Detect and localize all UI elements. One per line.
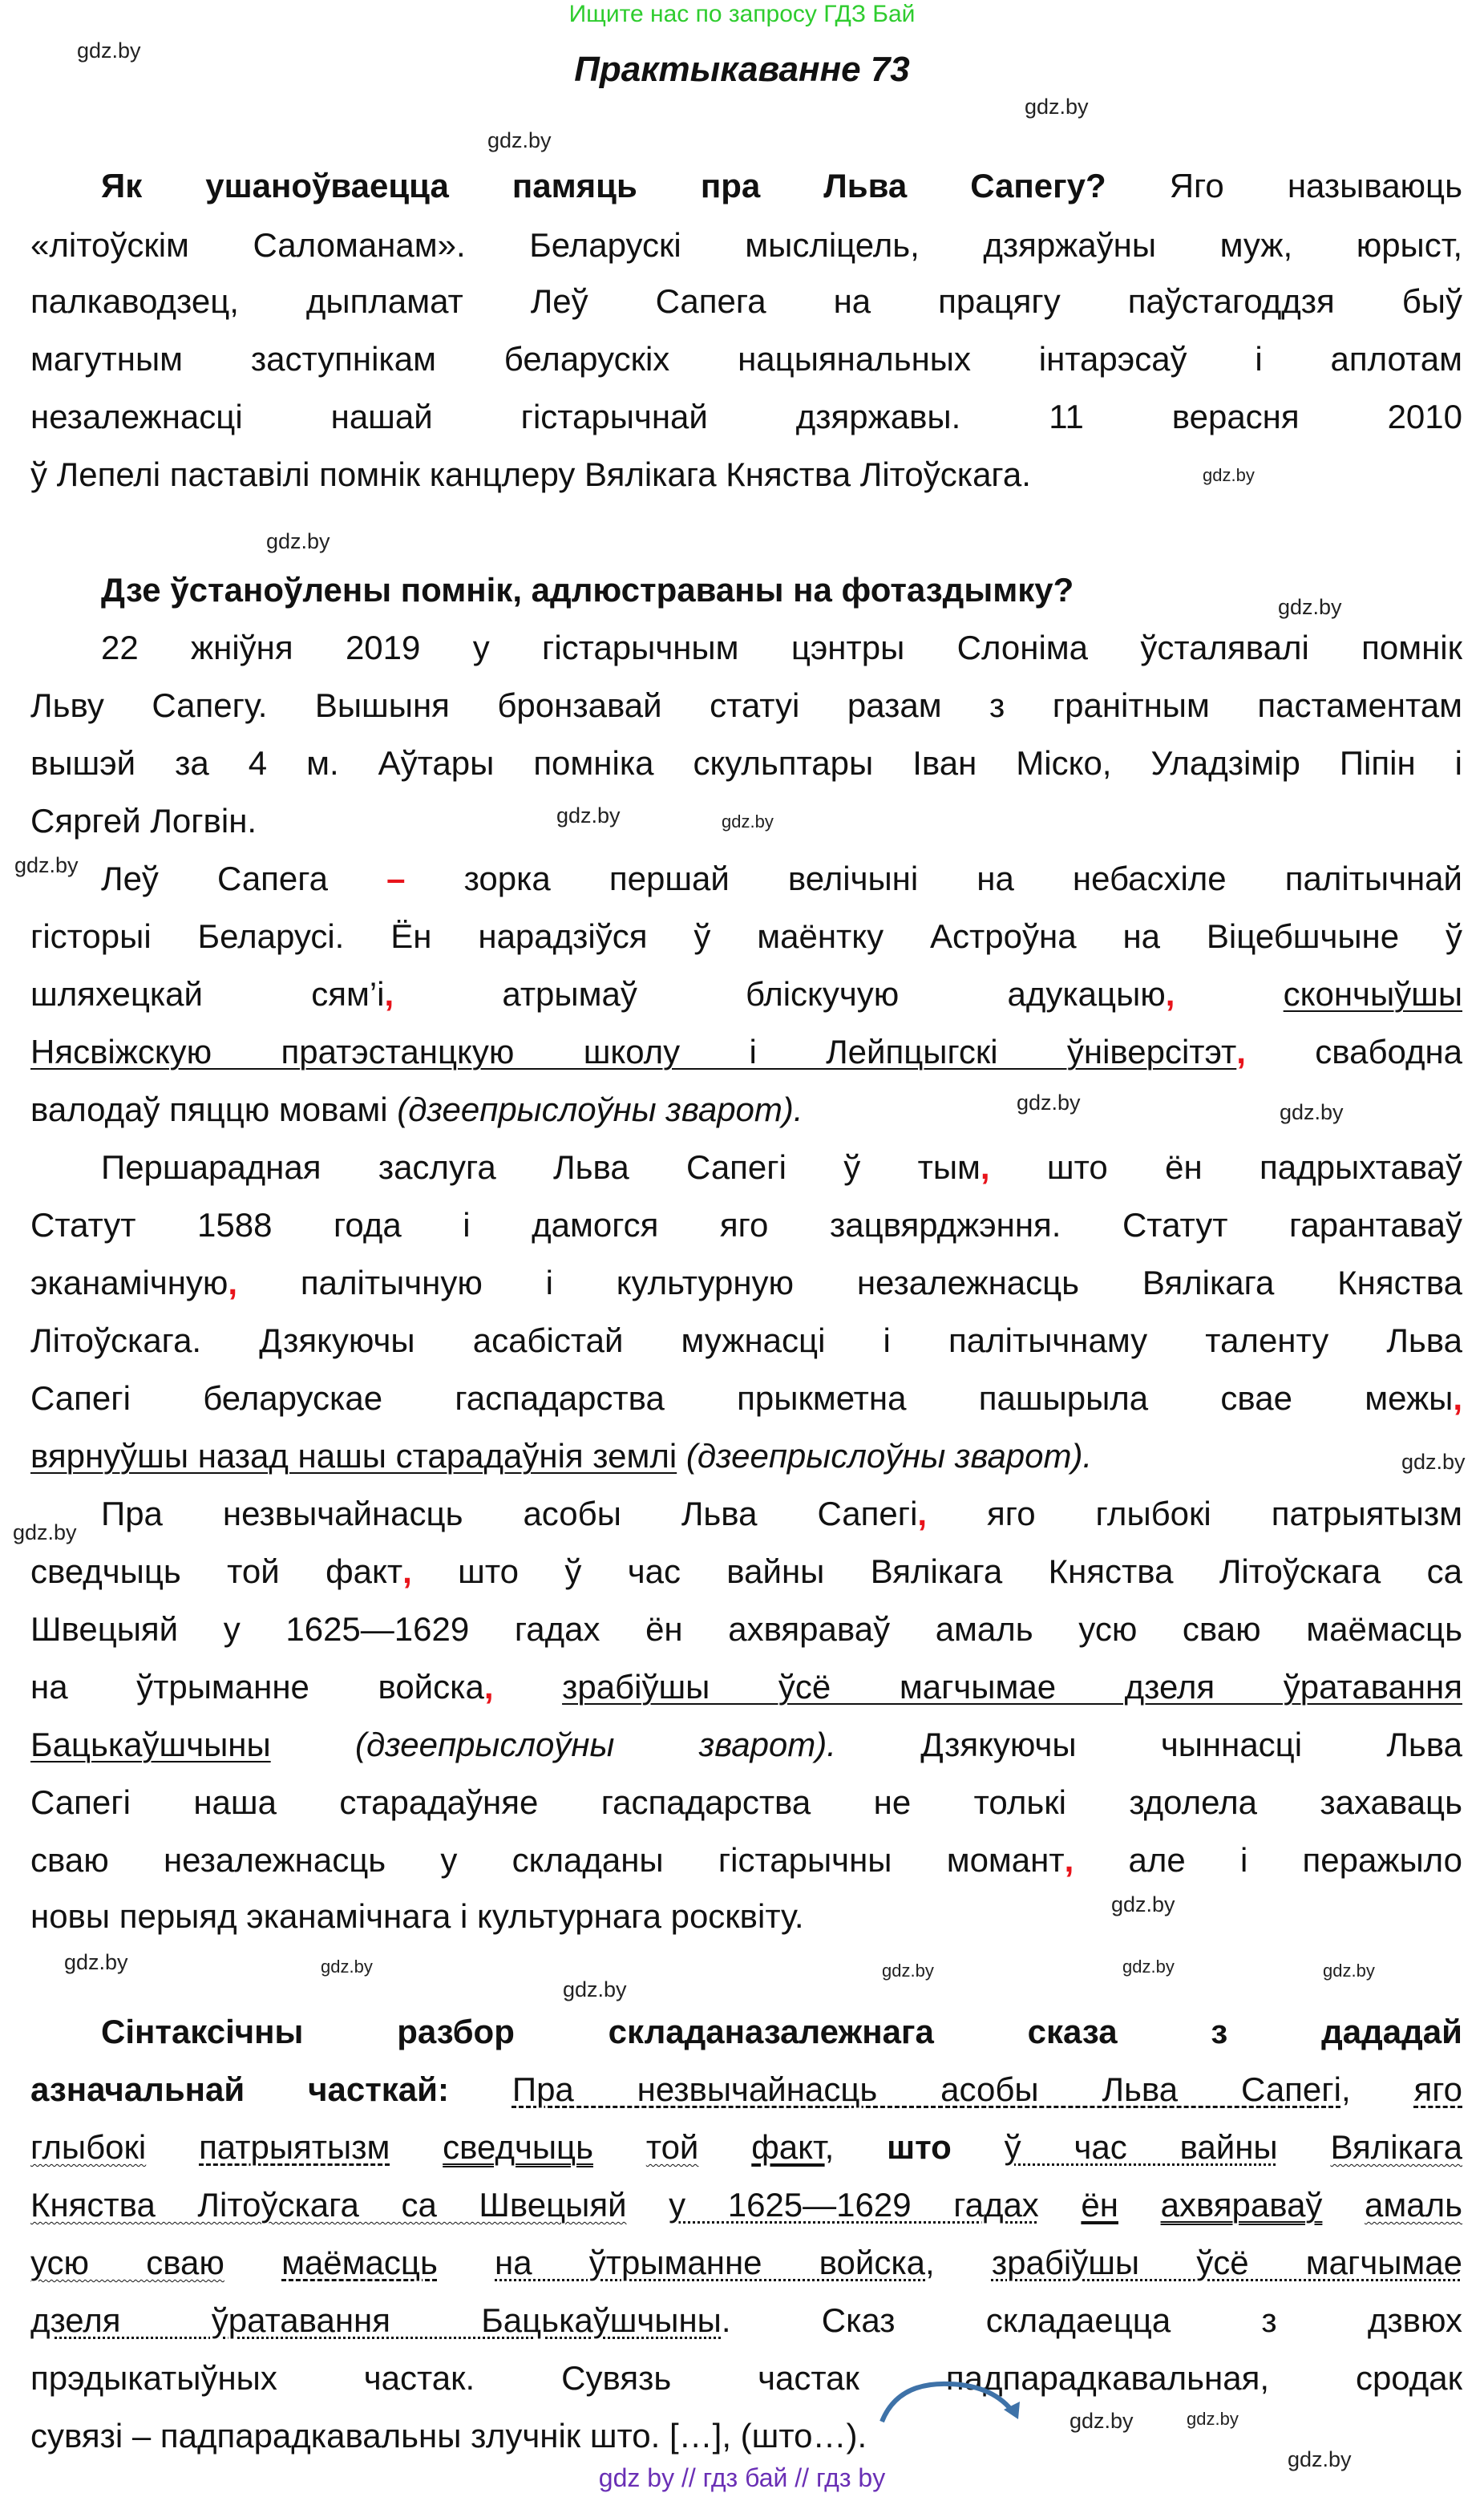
- text-segment: азначальнай часткай:: [30, 2070, 449, 2108]
- text-line: [30, 2176, 1462, 2234]
- text-segment: незалежнасці нашай гістарычнай дзяржавы. 11 верасня 2010: [30, 398, 1462, 435]
- text-segment: ў Лепелі паставілі помнік канцлеру Вялікага Княства Літоўскага.: [30, 455, 1031, 493]
- text-line: [30, 446, 1462, 504]
- text-segment: што ў час вайны Вялікага Княства Літоўскага са: [411, 1552, 1462, 1590]
- text-segment: ,: [980, 1148, 990, 1186]
- text-line: [30, 1831, 1462, 1889]
- text-segment: [449, 2070, 512, 2108]
- text-line: [30, 1312, 1462, 1370]
- text-line: [30, 2234, 1462, 2292]
- text-segment: палітычную і культурную незалежнасць Вялікага Княства: [237, 1264, 1462, 1301]
- text-segment: [146, 2128, 199, 2166]
- watermark: gdz.by: [1203, 465, 1255, 485]
- watermark: gdz.by: [556, 803, 621, 828]
- text-segment: што: [887, 2128, 952, 2166]
- text-segment: што ён падрыхтаваў: [989, 1148, 1462, 1186]
- text-segment: атрымаў бліскучую адукацыю: [394, 975, 1166, 1013]
- watermark: gdz.by: [1111, 1892, 1175, 1916]
- text-segment: факт: [751, 2128, 825, 2166]
- text-line: [101, 1485, 1462, 1543]
- text-segment: [627, 2186, 669, 2224]
- text-segment: [1039, 2186, 1082, 2224]
- text-segment: ахвяраваў: [1160, 2186, 1323, 2224]
- text-segment: Вялікага: [1330, 2128, 1462, 2166]
- text-segment: Дзякуючы чыннасці Льва: [835, 1726, 1463, 1763]
- text-segment: –: [386, 860, 406, 897]
- text-segment: патрыятызм: [199, 2128, 390, 2166]
- text-segment: палкаводзец, дыпламат Леў Сапега на працягу паўстагоддзя быў: [30, 282, 1462, 320]
- text-line: [30, 735, 1462, 792]
- text-segment: сведчыць той факт: [30, 1552, 403, 1590]
- text-segment: ,: [917, 1495, 928, 1532]
- text-line: [30, 1081, 1462, 1139]
- text-segment: Пра незвычайнасць асобы Льва Сапегі: [101, 1495, 918, 1532]
- text-segment: ,: [824, 2128, 888, 2166]
- watermark: gdz.by: [14, 853, 79, 877]
- text-segment: сувязі – падпарадкавальны злучнік што. […], (што…).: [30, 2417, 867, 2455]
- text-line: [30, 388, 1462, 446]
- watermark: gdz.by: [487, 128, 552, 152]
- text-line: [30, 908, 1462, 965]
- text-line: [101, 561, 1462, 619]
- text-line: [30, 1023, 1462, 1081]
- text-segment: яго глыбокі патрыятызм: [927, 1495, 1462, 1532]
- watermark: gdz.by: [1025, 95, 1089, 119]
- text-segment: эканамічную: [30, 1264, 228, 1301]
- text-line: [101, 2003, 1462, 2061]
- text-line: [30, 273, 1462, 330]
- text-segment: ,: [483, 1668, 494, 1706]
- text-line: [30, 2061, 1462, 2119]
- text-line: [30, 792, 1462, 850]
- watermark: gdz.by: [1122, 1957, 1175, 1977]
- text-line: [30, 1888, 1462, 1945]
- text-segment: ,: [1165, 975, 1175, 1013]
- text-segment: ,: [925, 2244, 992, 2281]
- text-segment: на ўтрыманне войска: [30, 1668, 484, 1706]
- text-segment: Леў Сапега: [101, 860, 387, 897]
- text-segment: [952, 2128, 1005, 2166]
- text-segment: ,: [228, 1264, 238, 1301]
- text-segment: той: [645, 2128, 699, 2166]
- watermark: gdz.by: [13, 1520, 77, 1544]
- text-segment: прэдыкатыўных частак. Сувязь частак падпарадкавальная, сродак: [30, 2359, 1462, 2397]
- text-segment: ,: [1340, 2070, 1414, 2108]
- text-segment: ,: [402, 1552, 412, 1590]
- text-segment: ён: [1081, 2186, 1118, 2224]
- text-segment: Сінтаксічны разбор складаназалежнага сказа з дададай: [101, 2013, 1462, 2050]
- text-line: [30, 965, 1462, 1023]
- text-segment: ,: [1064, 1841, 1074, 1879]
- text-line: [30, 1716, 1462, 1774]
- watermark: gdz.by: [1401, 1450, 1466, 1474]
- text-segment: ,: [1453, 1379, 1462, 1417]
- text-segment: сведчыць: [443, 2128, 593, 2166]
- text-segment: [1278, 2128, 1331, 2166]
- text-segment: Сяргей Логвін.: [30, 802, 257, 840]
- text-segment: вышэй за 4 м. Аўтары помніка скульптары Іван Міско, Уладзімір Піпін і: [30, 744, 1462, 782]
- watermark: gdz.by: [1278, 595, 1342, 619]
- text-line: [30, 1658, 1462, 1716]
- text-segment: Сапегі беларускае гаспадарства прыкметна пашырыла свае межы: [30, 1379, 1454, 1417]
- text-segment: Літоўскага. Дзякуючы асабістай мужнасці і палітычнаму таленту Льва: [30, 1321, 1462, 1359]
- text-segment: [1118, 2186, 1161, 2224]
- top-banner: Ищите нас по запросу ГДЗ Бай: [568, 1, 916, 27]
- text-segment: Нясвіжскую пратэстанцкую школу і Лейпцыгскі ўніверсітэт: [30, 1033, 1237, 1070]
- text-segment: усю сваю: [30, 2244, 224, 2281]
- text-segment: гісторыі Беларусі. Ён нарадзіўся ў маёнтку Астроўна на Віцебшчыне ў: [30, 917, 1462, 955]
- text-segment: [698, 2128, 751, 2166]
- text-segment: Льву Сапегу. Вышыня бронзавай статуі разам з гранітным пастаментам: [30, 686, 1462, 724]
- text-segment: Дзе ўстаноўлены помнік, адлюстраваны на фотаздымку?: [101, 571, 1074, 609]
- text-segment: маёмасць: [281, 2244, 438, 2281]
- text-segment: (дзеепрыслоўны зварот).: [397, 1091, 803, 1128]
- text-segment: [677, 1437, 686, 1475]
- text-segment: «літоўскім Саломанам». Беларускі мысліцель, дзяржаўны муж, юрыст,: [30, 226, 1462, 264]
- text-line: [101, 1139, 1462, 1196]
- text-segment: шляхецкай сям’і: [30, 975, 385, 1013]
- text-segment: зорка першай велічыні на небасхіле палітычнай: [405, 860, 1462, 897]
- text-segment: яго: [1413, 2070, 1463, 2108]
- text-line: [101, 619, 1462, 677]
- watermark: gdz.by: [266, 529, 330, 553]
- watermark: gdz.by: [1280, 1100, 1344, 1124]
- text-segment: [390, 2128, 443, 2166]
- text-line: [30, 217, 1462, 274]
- text-segment: глыбокі: [30, 2128, 147, 2166]
- text-segment: Сапегі наша старадаўняе гаспадарства не толькі здолела захаваць: [30, 1783, 1462, 1821]
- text-segment: ў час вайны: [1004, 2128, 1278, 2166]
- watermark: gdz.by: [1017, 1091, 1081, 1115]
- text-segment: [271, 1726, 355, 1763]
- text-segment: дзеля ўратавання Бацькаўшчыны: [30, 2301, 722, 2339]
- text-segment: [1322, 2186, 1365, 2224]
- text-line: [30, 2292, 1462, 2349]
- watermark: gdz.by: [722, 811, 774, 832]
- text-segment: Швецыяй у 1625—1629 гадах ён ахвяраваў амаль усю сваю маёмасць: [30, 1610, 1462, 1648]
- watermark: gdz.by: [1187, 2409, 1239, 2429]
- text-line: [30, 1543, 1462, 1601]
- text-segment: Бацькаўшчыны: [30, 1726, 271, 1763]
- watermark: gdz.by: [1070, 2409, 1134, 2433]
- watermark: gdz.by: [563, 1977, 627, 2001]
- watermark: gdz.by: [77, 38, 141, 63]
- text-line: [30, 677, 1462, 735]
- text-segment: зрабіўшы ўсё магчымае: [991, 2244, 1462, 2281]
- text-segment: (дзеепрыслоўны зварот).: [354, 1726, 836, 1763]
- bottom-banner: gdz by // гдз бай // гдз by: [598, 2463, 886, 2492]
- text-segment: ,: [384, 975, 394, 1013]
- text-segment: [493, 1668, 562, 1706]
- text-segment: [593, 2128, 646, 2166]
- text-line: [30, 1427, 1462, 1485]
- text-segment: Яго называюць: [1106, 167, 1462, 204]
- text-line: [30, 2119, 1462, 2176]
- text-segment: але і перажыло: [1074, 1841, 1462, 1879]
- text-segment: на ўтрыманне войска: [495, 2244, 925, 2281]
- text-segment: амаль: [1365, 2186, 1462, 2224]
- text-segment: . Сказ складаецца з дзвюх: [721, 2301, 1462, 2339]
- text-line: [30, 1370, 1462, 1427]
- text-line: [30, 2407, 1462, 2465]
- watermark: gdz.by: [1323, 1961, 1375, 1981]
- text-segment: Пра незвычайнасць асобы Льва Сапегі: [512, 2070, 1341, 2108]
- watermark: gdz.by: [882, 1961, 934, 1981]
- text-line: [30, 2349, 1462, 2407]
- text-segment: 22 жніўня 2019 у гістарычным цэнтры Слоніма ўсталявалі помнік: [101, 629, 1462, 666]
- text-segment: [224, 2244, 281, 2281]
- text-segment: сваю незалежнасць у складаны гістарычны момант: [30, 1841, 1065, 1879]
- page-title: Практыкаванне 73: [574, 50, 910, 89]
- text-segment: валодаў пяццю мовамі: [30, 1091, 398, 1128]
- connection-arrow-icon: [874, 2378, 1034, 2426]
- text-segment: магутным заступнікам беларускіх нацыянальных інтарэсаў і аплотам: [30, 340, 1462, 378]
- text-segment: ,: [1236, 1033, 1246, 1070]
- text-segment: у 1625—1629 гадах: [669, 2186, 1039, 2224]
- text-segment: свабодна: [1245, 1033, 1463, 1070]
- text-segment: [1175, 975, 1283, 1013]
- text-segment: зрабіўшы ўсё магчымае дзеля ўратавання: [562, 1668, 1462, 1706]
- watermark: gdz.by: [321, 1957, 373, 1977]
- text-line: [30, 1254, 1462, 1312]
- text-line: [101, 850, 1462, 908]
- text-segment: Першарадная заслуга Льва Сапегі ў тым: [101, 1148, 981, 1186]
- text-segment: Княства Літоўскага са Швецыяй: [30, 2186, 627, 2224]
- text-segment: [438, 2244, 495, 2281]
- text-line: [30, 1774, 1462, 1831]
- text-segment: (дзеепрыслоўны зварот).: [685, 1437, 1093, 1475]
- text-segment: вярнуўшы назад нашы старадаўнія землі: [30, 1437, 677, 1475]
- text-line: [30, 330, 1462, 388]
- watermark: gdz.by: [1288, 2447, 1352, 2471]
- watermark: gdz.by: [64, 1950, 128, 1974]
- text-line: [30, 1196, 1462, 1254]
- text-segment: Як ушаноўваецца памяць пра Льва Сапегу?: [101, 167, 1106, 204]
- text-line: [30, 1601, 1462, 1658]
- text-segment: Статут 1588 года і дамогся яго зацвярджэння. Статут гарантаваў: [30, 1206, 1462, 1244]
- text-segment: новы перыяд эканамічнага і культурнага росквіту.: [30, 1897, 804, 1935]
- text-line: [101, 157, 1462, 215]
- text-segment: скончыўшы: [1283, 975, 1463, 1013]
